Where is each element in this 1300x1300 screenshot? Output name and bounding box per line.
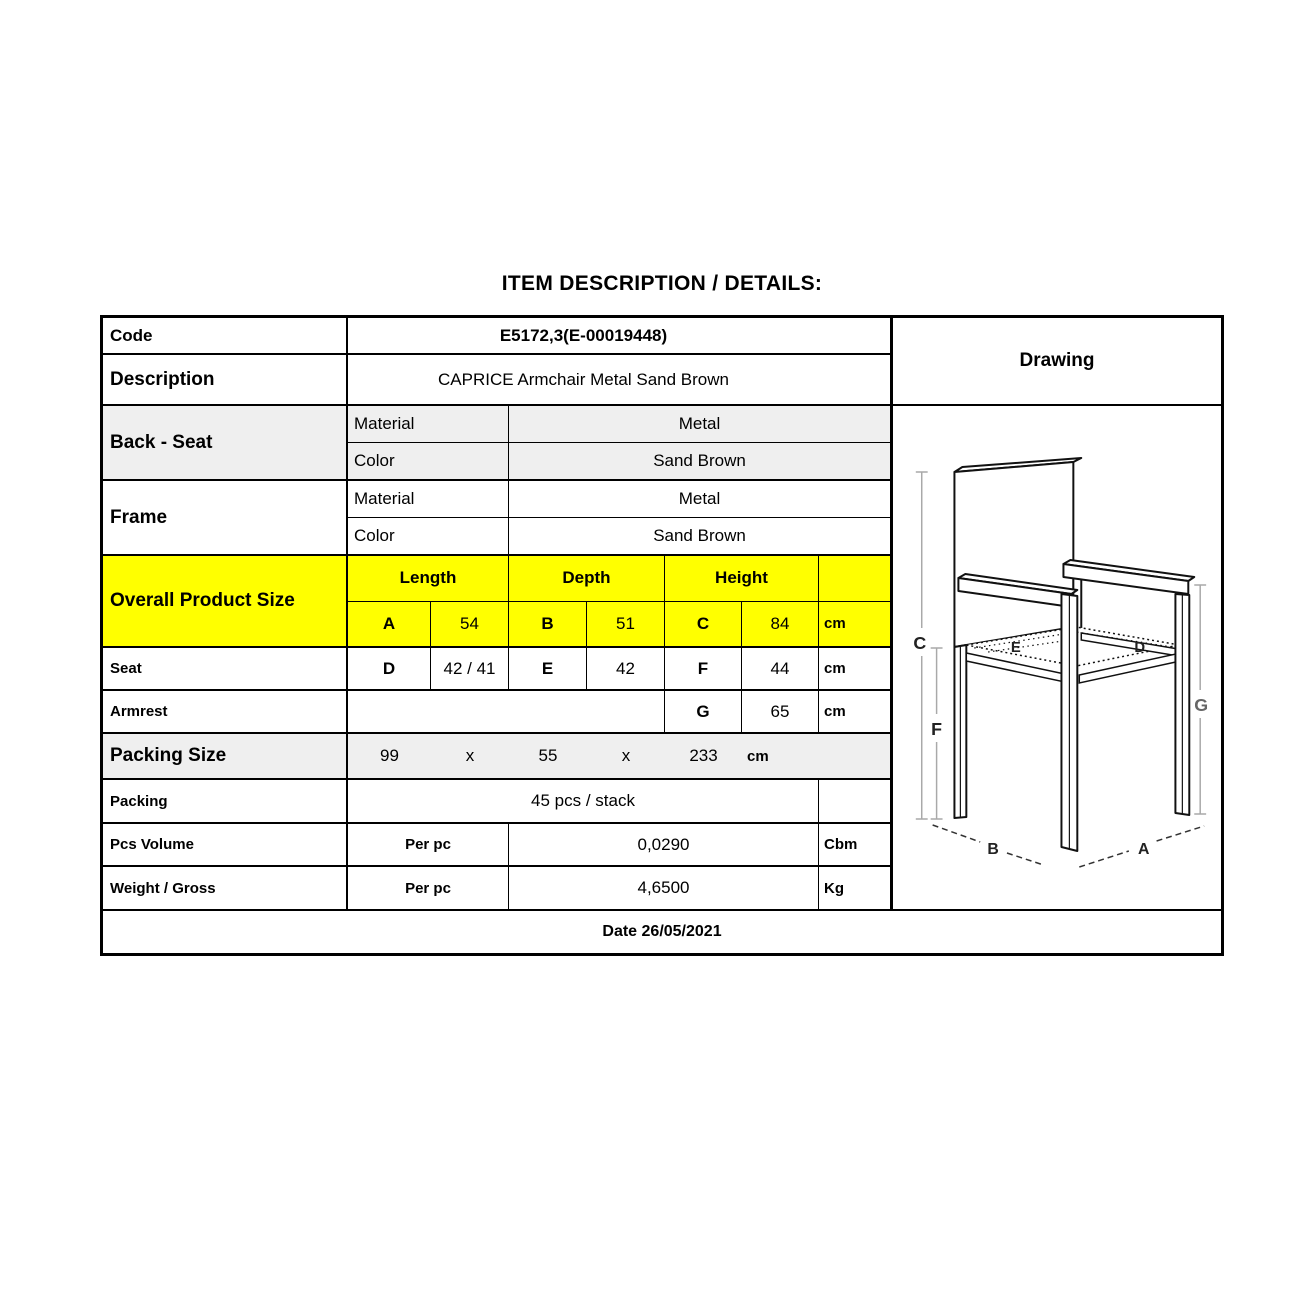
dim-label-f: F bbox=[931, 718, 943, 740]
overall-size-headers bbox=[348, 556, 890, 602]
packing-value: 45 pcs / stack bbox=[348, 780, 819, 822]
packing-size-x: x bbox=[621, 746, 631, 765]
packing-size-length: 99 bbox=[380, 746, 399, 765]
dim-c-key: C bbox=[665, 602, 742, 647]
row-overall-size bbox=[103, 556, 890, 648]
table-main-columns bbox=[103, 318, 890, 909]
dim-label-d: D bbox=[1134, 638, 1146, 657]
color-label: Color bbox=[348, 518, 509, 554]
dim-b-value: 51 bbox=[587, 602, 665, 647]
dim-label-c: C bbox=[913, 632, 927, 654]
weight-unit-kg: Kg bbox=[824, 879, 844, 897]
row-packing bbox=[103, 780, 890, 824]
weight-gross-label: Weight / Gross bbox=[103, 867, 348, 909]
description-value: CAPRICE Armchair Metal Sand Brown bbox=[438, 369, 729, 389]
packing-size-height: 233 bbox=[689, 746, 718, 765]
dim-label-g: G bbox=[1194, 694, 1209, 716]
row-pcs-volume bbox=[103, 824, 890, 867]
packing-size-label: Packing Size bbox=[103, 734, 348, 778]
dim-e-value: 42 bbox=[587, 648, 665, 689]
frame-material-row bbox=[348, 481, 890, 518]
row-armrest bbox=[103, 691, 890, 734]
armrest-unit-cm: cm bbox=[824, 703, 846, 720]
row-description bbox=[103, 355, 890, 406]
back-seat-label: Back - Seat bbox=[103, 406, 348, 479]
weight-value: 4,6500 bbox=[509, 867, 819, 909]
frame-label: Frame bbox=[103, 481, 348, 554]
date-value: Date 26/05/2021 bbox=[602, 923, 722, 940]
armrest-label: Armrest bbox=[103, 691, 348, 732]
frame-material-value: Metal bbox=[678, 489, 721, 508]
frame-color-row bbox=[348, 518, 890, 554]
page-title: ITEM DESCRIPTION / DETAILS: bbox=[501, 272, 823, 295]
dim-a-value: 54 bbox=[431, 602, 509, 647]
packing-size-x: x bbox=[465, 746, 475, 765]
code-value: E5172,3(E-00019448) bbox=[499, 325, 668, 345]
pcs-volume-per-pc: Per pc bbox=[348, 824, 509, 865]
drawing-header: Drawing bbox=[893, 318, 1221, 406]
depth-header: Depth bbox=[509, 556, 665, 601]
row-seat bbox=[103, 648, 890, 691]
code-label: Code bbox=[103, 318, 348, 353]
row-date bbox=[103, 909, 1221, 953]
description-label: Description bbox=[103, 355, 348, 404]
dim-a-key: A bbox=[348, 602, 431, 647]
dim-label-b: B bbox=[987, 840, 999, 859]
row-code bbox=[103, 318, 890, 355]
back-seat-material-row bbox=[348, 406, 890, 443]
packing-size-unit-cm: cm bbox=[747, 747, 769, 765]
row-back-seat bbox=[103, 406, 890, 481]
pcs-volume-value: 0,0290 bbox=[509, 824, 819, 865]
dim-label-a: A bbox=[1137, 840, 1150, 859]
overall-size-label: Overall Product Size bbox=[103, 556, 348, 646]
back-seat-color-value: Sand Brown bbox=[653, 451, 746, 470]
dim-g-key: G bbox=[665, 691, 742, 732]
row-weight-gross bbox=[103, 867, 890, 909]
material-label: Material bbox=[348, 406, 509, 442]
back-seat-color-row bbox=[348, 443, 890, 479]
chair-back-panel bbox=[954, 462, 1073, 647]
seat-unit-cm: cm bbox=[824, 660, 846, 677]
dim-c-value: 84 bbox=[742, 602, 819, 647]
dim-label-e: E bbox=[1010, 638, 1021, 657]
color-label: Color bbox=[348, 443, 509, 479]
height-header: Height bbox=[665, 556, 819, 601]
material-label: Material bbox=[348, 481, 509, 517]
dim-d-value: 42 / 41 bbox=[431, 648, 509, 689]
overall-size-blank-cell bbox=[819, 556, 890, 601]
armrest-blank-cell bbox=[348, 691, 665, 732]
spec-table bbox=[100, 315, 1224, 956]
dim-e-key: E bbox=[509, 648, 587, 689]
back-seat-material-value: Metal bbox=[678, 414, 721, 433]
pcs-volume-unit-cbm: Cbm bbox=[824, 836, 858, 853]
row-frame bbox=[103, 481, 890, 556]
table-body bbox=[103, 318, 1221, 909]
packing-label: Packing bbox=[103, 780, 348, 822]
dim-f-value: 44 bbox=[742, 648, 819, 689]
overall-unit-cm: cm bbox=[824, 615, 846, 633]
weight-per-pc: Per pc bbox=[348, 867, 509, 909]
dim-d-key: D bbox=[348, 648, 431, 689]
drawing-area bbox=[893, 406, 1221, 909]
dim-f-key: F bbox=[665, 648, 742, 689]
packing-size-depth: 55 bbox=[538, 746, 558, 765]
row-packing-size bbox=[103, 734, 890, 780]
length-header: Length bbox=[348, 556, 509, 601]
dim-g-value: 65 bbox=[742, 691, 819, 732]
seat-label: Seat bbox=[103, 648, 348, 689]
dim-b-key: B bbox=[509, 602, 587, 647]
frame-color-value: Sand Brown bbox=[653, 526, 746, 545]
overall-size-values bbox=[348, 602, 890, 647]
pcs-volume-label: Pcs Volume bbox=[103, 824, 348, 865]
packing-size-blank-cell bbox=[819, 734, 890, 778]
drawing-column bbox=[890, 318, 1221, 909]
packing-blank-cell bbox=[819, 780, 890, 822]
chair-drawing bbox=[893, 406, 1221, 909]
